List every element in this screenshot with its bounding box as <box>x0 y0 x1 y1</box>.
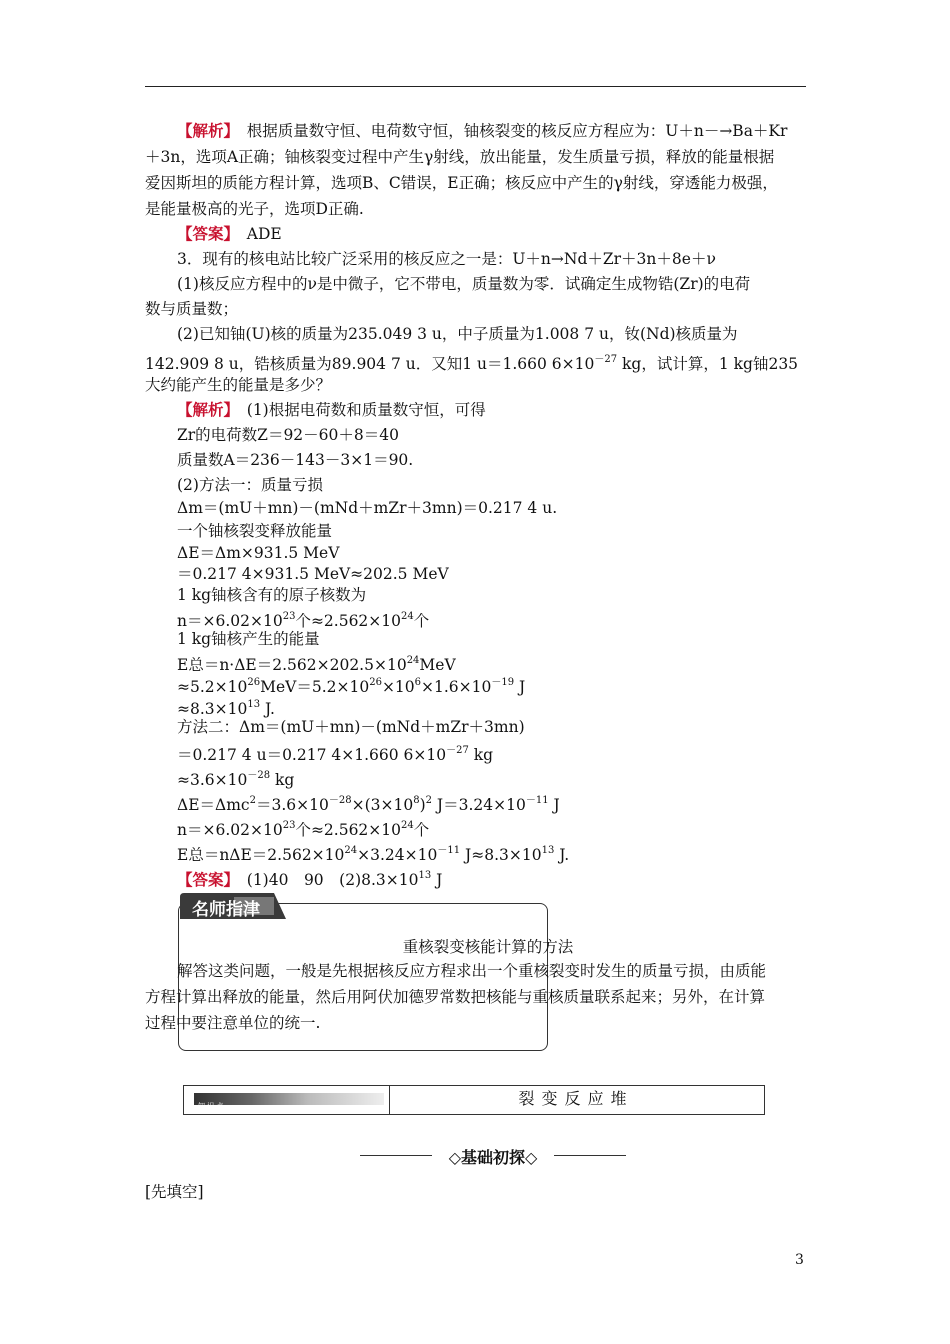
method-2-line-5: E总$=n\Delta E=2.562\times 10^{24}\times 3.24\times 10^{-11}$ $J\approx 8.3\times 10^{13}$ J. <box>177 845 570 864</box>
method-2-line-1: ＝0.217 4 u＝0.217 4×1.660 $6\times 10^{-27}$ kg <box>177 745 494 764</box>
analysis-2-intro: 【解析】 (1)根据电荷数和质量数守恒，可得 <box>177 400 486 419</box>
analysis-text: 根据质量数守恒、电荷数守恒，铀核裂变的核反应方程应为：U＋n－→Ba＋Kr <box>231 122 788 140</box>
tip-box-line-3: 过程中要注意单位的统一. <box>145 1014 321 1032</box>
analysis-1-line-2: ＋3n，选项A正确；铀核裂变过程中产生γ射线，放出能量，发生质量亏损，释放的能量根据 <box>145 148 775 166</box>
analysis-tag: 【解析】 <box>177 121 232 140</box>
answer-2: 【答案】 (1)40 90 $(2)8.3\times 10^{13}$ J <box>177 870 443 889</box>
method-2-line-2: $\approx 3.6\times 10^{-28}$ kg <box>177 770 295 789</box>
divider <box>554 1155 626 1156</box>
question-3-part-1b: 数与质量数； <box>145 300 239 318</box>
explore-heading <box>360 1145 626 1167</box>
atom-count-line: $n=\times 6.02\times 10^{23}$个$\approx 2.562\times 10^{24}$个 <box>177 611 430 630</box>
section-label: 知 识 点 <box>198 1102 224 1110</box>
answer-tag: 【答案】 <box>177 870 232 889</box>
energy-1kg-heading: 1 kg铀核产生的能量 <box>177 630 320 648</box>
mass-number-line: 质量数A＝236－143－3×1＝90. <box>177 451 414 469</box>
section-header <box>183 1085 765 1115</box>
analysis-1-line-1 <box>177 121 787 141</box>
answer-text: ADE <box>231 225 282 243</box>
zr-charge-line: Zr的电荷数Z＝92－60＋8＝40 <box>177 426 399 444</box>
answer-tag: 【答案】 <box>177 224 232 243</box>
badge-label: 名师指津 <box>192 900 260 920</box>
question-3-part-2b: 142.909 8 u，锆核质量为89.904 7 u．又知1 u＝1.660 $6\times 10^{-27}$ kg，试计算，1 kg铀235 <box>145 354 799 373</box>
tip-box-line-1: 解答这类问题，一般是先根据核反应方程求出一个重核裂变时发生的质量亏损，由质能 <box>177 962 767 980</box>
method-2-line-3: $\Delta E=\Delta mc^2=3.6\times 10^{-28}\times(3\times 10^8)^2$ $J=3.24\times 10^{-11}$ J <box>177 795 560 814</box>
fill-blank-label: [先填空] <box>145 1183 204 1201</box>
total-energy-line-1: E总$=n\cdot\Delta E=2.562\times 202.5\times 10^{24}MeV$ <box>177 655 456 674</box>
mass-defect-line: Δm＝(mU＋mn)－(mNd＋mZr＋3mn)＝0.217 4 u. <box>177 499 558 517</box>
delta-e-line-2: ＝0.217 4×931.5 MeV≈202.5 MeV <box>177 565 449 583</box>
analysis-tag: 【解析】 <box>177 400 232 419</box>
question-3-part-1a: (1)核反应方程中的ν是中微子，它不带电，质量数为零．试确定生成物锆(Zr)的电荷 <box>177 275 751 293</box>
question-3-part-2a: (2)已知铀(U)核的质量为235.049 3 u，中子质量为1.008 7 u，钕(Nd)核质量为 <box>177 325 738 343</box>
tip-box-line-2: 方程计算出释放的能量，然后用阿伏加德罗常数把核能与重核质量联系起来；另外，在计算 <box>145 988 766 1006</box>
method-2-line-4: $n=\times 6.02\times 10^{23}$个$\approx 2.562\times 10^{24}$个 <box>177 820 430 839</box>
page-number: 3 <box>795 1252 804 1268</box>
fission-energy-heading: 一个铀核裂变释放能量 <box>177 522 333 540</box>
method-1-heading: (2)方法一：质量亏损 <box>177 476 323 494</box>
section-label-bar <box>194 1093 384 1110</box>
analysis-1-line-3: 爱因斯坦的质能方程计算，选项B、C错误，E正确；核反应中产生的γ射线，穿透能力极强， <box>145 174 778 192</box>
total-energy-line-2: $\approx 5.2\times 10^{26}MeV=5.2\times 10^{26}\times 10^6\times 1.6\times 10^{-19}$ J <box>177 677 526 696</box>
atoms-heading: 1 kg铀核含有的原子核数为 <box>177 586 367 604</box>
section-title: 裂变反应堆 <box>518 1089 634 1108</box>
question-3-stem: 3．现有的核电站比较广泛采用的核反应之一是：U＋n→Nd＋Zr＋3n＋8e＋ν <box>177 250 716 268</box>
divider <box>360 1155 432 1156</box>
delta-e-line-1: ΔE＝Δm×931.5 MeV <box>177 544 340 562</box>
tip-badge <box>180 893 286 919</box>
section-label-cell <box>184 1086 390 1114</box>
answer-1 <box>177 224 282 244</box>
analysis-1-line-4: 是能量极高的光子，选项D正确. <box>145 200 364 218</box>
method-2-heading: 方法二：Δm＝(mU＋mn)－(mNd＋mZr＋3mn) <box>177 718 525 736</box>
header-rule <box>145 86 806 87</box>
tip-box-title: 重核裂变核能计算的方法 <box>402 938 574 956</box>
explore-title: ◇基础初探◇ <box>448 1148 538 1167</box>
question-3-part-2c: 大约能产生的能量是多少？ <box>145 376 332 394</box>
total-energy-line-3: $\approx 8.3\times 10^{13}$ J. <box>177 699 275 718</box>
